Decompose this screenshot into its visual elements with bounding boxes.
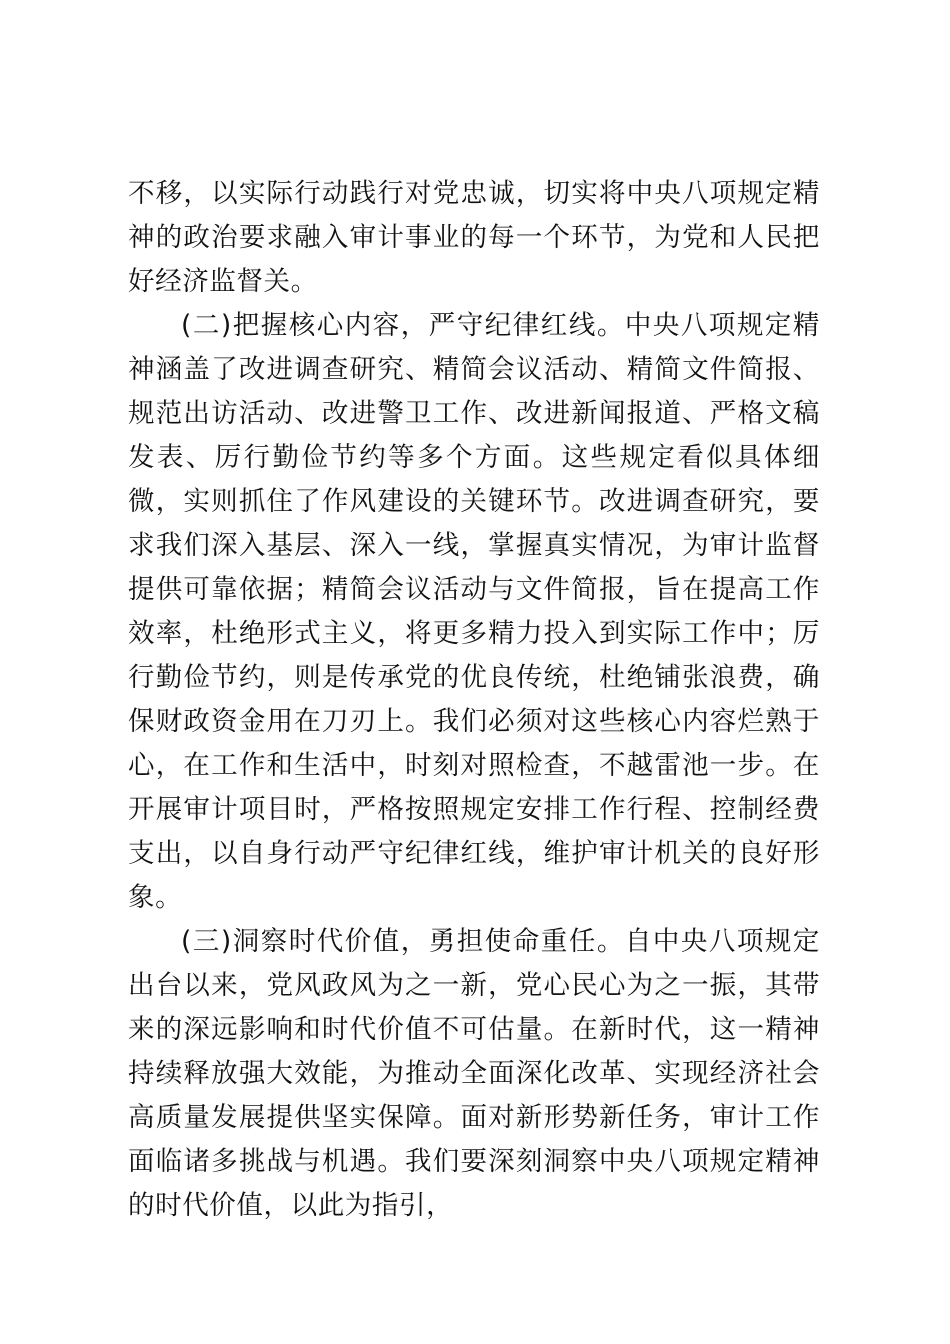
paragraph-continuation: 不移，以实际行动践行对党忠诚，切实将中央八项规定精神的政治要求融入审计事业的每一个环节，为党和人民把好经济监督关。 — [128, 178, 820, 297]
paragraph-section-two: (二)把握核心内容，严守纪律红线。中央八项规定精神涵盖了改进调查研究、精简会议活动、精简文件简报、规范出访活动、改进警卫工作、改进新闻报道、严格文稿发表、厉行勤俭节约等多个方面。这些规定看似具体细微，实则抓住了作风建设的关键环节。改进调查研究，要求我们深入基层、深入一线，掌握真实情况，为审计监督提供可靠依据；精简会议活动与文件简报，旨在提高工作效率，杜绝形式主义，将更多精力投入到实际工作中；厉行勤俭节约，则是传承党的优良传统，杜绝铺张浪费，确保财政资金用在刀刃上。我们必须对这些核心内容烂熟于心，在工作和生活中，时刻对照检查，不越雷池一步。在开展审计项目时，严格按照规定安排工作行程、控制经费支出，以自身行动严守纪律红线，维护审计机关的良好形象。 — [128, 310, 820, 913]
paragraph-section-three: (三)洞察时代价值，勇担使命重任。自中央八项规定出台以来，党风政风为之一新，党心民心为之一振，其带来的深远影响和时代价值不可估量。在新时代，这一精神持续释放强大效能，为推动全面深化改革、实现经济社会高质量发展提供坚实保障。面对新形势新任务，审计工作面临诸多挑战与机遇。我们要深刻洞察中央八项规定精神的时代价值，以此为指引， — [128, 926, 820, 1221]
document-body — [128, 172, 820, 1228]
